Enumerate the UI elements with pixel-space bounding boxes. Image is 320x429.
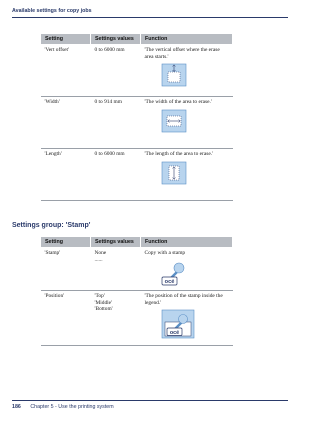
table-header-row <box>41 237 233 248</box>
footer-rule <box>12 400 288 401</box>
function-cell <box>141 149 233 201</box>
page-footer <box>12 404 114 410</box>
values-cell <box>91 248 141 291</box>
column-header-settings-values: Settings values <box>91 34 141 45</box>
table-header-row <box>41 34 233 45</box>
value-option: ...... <box>94 256 103 263</box>
setting-cell: 'Stamp' <box>41 248 91 291</box>
value-option: 'Middle' <box>94 299 113 306</box>
width-illustration <box>161 109 229 133</box>
values-cell: 0 to 6000 mm <box>91 149 141 201</box>
stamp-logo-text: océ <box>164 278 174 285</box>
table-row <box>41 149 233 201</box>
function-text: 'The vertical offset where the erase area starts.' <box>144 47 220 60</box>
function-cell <box>141 248 233 291</box>
value-option: None <box>94 250 107 256</box>
erase-area-settings-table <box>40 33 233 201</box>
stamp-logo-text: océ <box>169 330 179 337</box>
table-row <box>41 97 233 149</box>
setting-cell: 'Vert offset' <box>41 45 91 97</box>
column-header-settings-values: Settings values <box>91 237 141 248</box>
function-text: 'The width of the area to erase.' <box>144 99 212 105</box>
table-row <box>41 248 233 291</box>
value-option: 'Bottom' <box>94 306 113 313</box>
values-cell: 0 to 6000 mm <box>91 45 141 97</box>
function-cell <box>141 97 233 149</box>
page-number: 186 <box>12 404 21 410</box>
column-header-function: Function <box>141 237 233 248</box>
length-illustration <box>161 161 229 185</box>
header-rule <box>12 17 288 18</box>
stamp-illustration <box>161 260 229 286</box>
table-row <box>41 291 233 346</box>
column-header-function: Function <box>141 34 233 45</box>
stamp-settings-table <box>40 236 233 346</box>
values-cell: 0 to 914 mm <box>91 97 141 149</box>
function-text: Copy with a stamp <box>144 250 186 256</box>
vert-offset-illustration <box>161 63 229 87</box>
setting-cell: 'Position' <box>41 291 91 346</box>
table-row <box>41 45 233 97</box>
function-text: 'The position of the stamp inside the legend.' <box>144 293 223 306</box>
column-header-setting: Setting <box>41 237 91 248</box>
chapter-title: Chapter 5 - Use the printing system <box>30 404 114 410</box>
function-cell <box>141 45 233 97</box>
setting-cell: 'Length' <box>41 149 91 201</box>
column-header-setting: Setting <box>41 34 91 45</box>
settings-group-heading: Settings group: 'Stamp' <box>12 222 91 229</box>
stamp-position-illustration <box>161 309 229 339</box>
function-text: 'The length of the area to erase.' <box>144 151 214 157</box>
function-cell <box>141 291 233 346</box>
values-cell <box>91 291 141 346</box>
running-header: Available settings for copy jobs <box>12 8 92 14</box>
value-option: 'Top' <box>94 293 105 299</box>
setting-cell: 'Width' <box>41 97 91 149</box>
